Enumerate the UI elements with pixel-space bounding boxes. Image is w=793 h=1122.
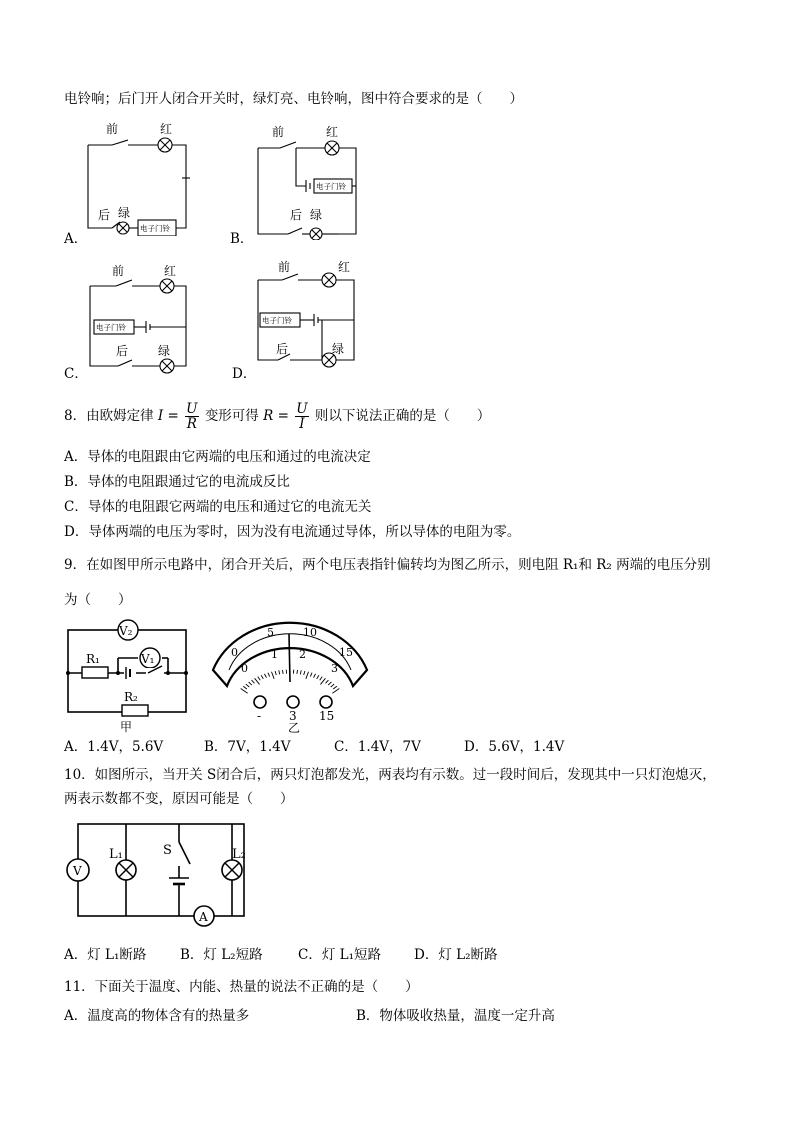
r2-label: R₂ — [124, 690, 138, 704]
term-minus: - — [257, 709, 262, 723]
q7-option-d: D． — [232, 366, 257, 382]
v1-label: V₁ — [141, 652, 155, 666]
svg-text:绿: 绿 — [158, 344, 171, 358]
q7-option-a: A． — [64, 231, 88, 247]
svg-text:红: 红 — [326, 125, 339, 139]
q8-option-b: B．导体的电阻跟通过它的电流成反比 — [64, 474, 290, 490]
q8-option-d: D．导体两端的电压为零时，因为没有电流通过导体，所以导体的电阻为零。 — [64, 524, 521, 540]
svg-text:绿: 绿 — [310, 208, 323, 222]
q7-intro: 电铃响；后门开人闭合开关时，绿灯亮、电铃响，图中符合要求的是（ ） — [64, 91, 523, 107]
switch-label: S — [163, 843, 172, 858]
v2-label: V₂ — [119, 624, 133, 638]
svg-text:1: 1 — [271, 648, 278, 661]
q9-voltmeter-yi — [205, 612, 375, 734]
term-3: 3 — [289, 709, 297, 723]
svg-text:电子门铃: 电子门铃 — [96, 323, 126, 332]
svg-text:绿: 绿 — [332, 342, 345, 356]
q8-law-fraction: $\frac{U}{R}$ — [186, 401, 198, 432]
label-red: 红 — [160, 122, 173, 136]
svg-text:前: 前 — [272, 125, 285, 139]
q9-option-b: B．7V，1.4V — [204, 739, 291, 755]
label-back: 后 — [98, 208, 111, 222]
svg-text:前: 前 — [278, 260, 291, 274]
svg-text:0: 0 — [231, 646, 238, 659]
svg-text:后: 后 — [116, 344, 129, 358]
q7-circuit-d — [250, 260, 370, 372]
q7-option-c: C． — [64, 366, 88, 382]
q10-circuit — [64, 818, 254, 928]
svg-text:0: 0 — [241, 662, 248, 675]
q8-option-a: A．导体的电阻跟由它两端的电压和通过的电流决定 — [64, 449, 371, 465]
q9-line1: 9．在如图甲所示电路中，闭合开关后，两个电压表指针偏转均为图乙所示，则电阻 R₁和 R₂ 两端的电压分别 — [64, 557, 711, 573]
term-15: 15 — [319, 709, 335, 723]
svg-text:电子门铃: 电子门铃 — [262, 316, 292, 325]
q10-option-b: B．灯 L₂短路 — [180, 947, 263, 963]
q8-suffix: 则以下说法正确的是（ ） — [314, 408, 491, 424]
svg-text:5: 5 — [267, 626, 274, 639]
q7-option-b: B． — [230, 231, 254, 247]
fig-jia-label: 甲 — [120, 720, 133, 734]
svg-text:10: 10 — [303, 626, 317, 639]
l2-label: L₂ — [232, 847, 246, 862]
q10-line2: 两表示数都不变，原因可能是（ ） — [64, 791, 294, 807]
svg-text:3: 3 — [331, 662, 338, 675]
q7-circuit-b — [250, 122, 370, 240]
svg-text:15: 15 — [339, 646, 353, 659]
svg-text:前: 前 — [112, 264, 125, 278]
fig-yi-label: 乙 — [288, 721, 301, 734]
svg-text:后: 后 — [276, 342, 289, 356]
q8-form-lhs: R = — [263, 408, 289, 424]
q9-option-c: C．1.4V，7V — [334, 739, 421, 755]
q9-option-a: A．1.4V，5.6V — [64, 739, 164, 755]
voltmeter-label: V — [73, 864, 82, 878]
q10-line1: 10．如图所示，当开关 S闭合后，两只灯泡都发光，两表均有示数。过一段时间后，发现其中一只灯泡熄灭， — [64, 767, 716, 783]
label-front: 前 — [106, 122, 119, 136]
svg-text:红: 红 — [338, 260, 351, 274]
svg-text:2: 2 — [299, 648, 306, 661]
q11-option-b: B．物体吸收热量，温度一定升高 — [356, 1008, 555, 1024]
r1-label: R₁ — [86, 652, 100, 666]
q7-circuit-c — [82, 262, 202, 374]
ammeter-label: A — [199, 910, 208, 924]
q8-stem — [64, 398, 490, 434]
q9-line2: 为（ ） — [64, 592, 132, 608]
q8-form-fraction: $\frac{U}{I}$ — [296, 401, 308, 432]
l1-label: L₁ — [109, 847, 123, 862]
q11-stem: 11．下面关于温度、内能、热量的说法不正确的是（ ） — [64, 979, 419, 995]
q9-circuit-jia — [64, 618, 192, 734]
label-green: 绿 — [118, 206, 131, 220]
svg-text:红: 红 — [164, 264, 177, 278]
svg-text:电子门铃: 电子门铃 — [316, 182, 346, 191]
q9-option-d: D．5.6V，1.4V — [464, 739, 565, 755]
label-bell: 电子门铃 — [140, 224, 170, 233]
q8-law-lhs: I = — [157, 408, 179, 424]
q8-prefix: 8．由欧姆定律 — [64, 408, 154, 424]
q11-option-a: A．温度高的物体含有的热量多 — [64, 1008, 250, 1024]
q8-option-c: C．导体的电阻跟它两端的电压和通过它的电流无关 — [64, 499, 372, 515]
svg-text:后: 后 — [290, 208, 303, 222]
q10-option-d: D．灯 L₂断路 — [414, 947, 498, 963]
q10-option-a: A．灯 L₁断路 — [64, 947, 147, 963]
q7-circuit-a — [80, 118, 200, 236]
q8-mid: 变形可得 — [204, 408, 259, 424]
q10-option-c: C．灯 L₁短路 — [298, 947, 381, 963]
